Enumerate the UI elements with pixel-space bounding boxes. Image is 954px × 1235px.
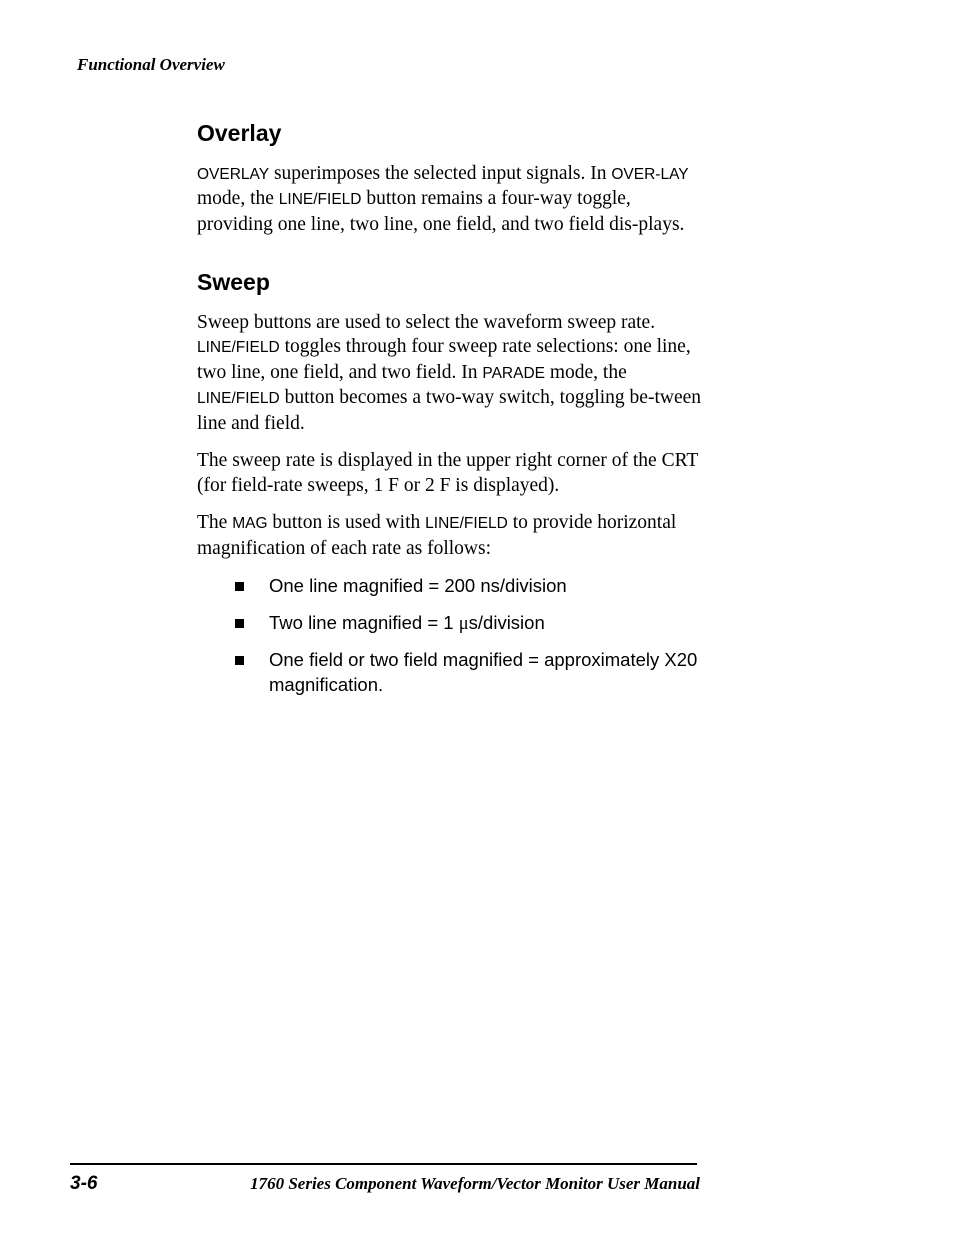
line-field-keyword: LINE/FIELD (197, 390, 280, 408)
sweep-paragraph-3 (197, 511, 707, 561)
text-run: to provide horizontal magnification of each rate as follows: (197, 512, 677, 559)
text-run: superimposes the selected input signals. In (269, 162, 612, 184)
mag-keyword: MAG (232, 515, 268, 533)
mu-symbol: μ (458, 613, 469, 634)
overlay-heading: Overlay (197, 120, 282, 146)
text-run: toggles through four sweep rate selections: one line, two line, one field, and two field. In (197, 336, 691, 383)
running-header: Functional Overview (77, 55, 225, 74)
text-run: s/division (468, 611, 545, 633)
text-run: button is used with (267, 512, 426, 534)
text-run: button becomes a two-way switch, toggling be-tween line and field. (197, 387, 702, 434)
overlay-keyword: OVERLAY (197, 165, 270, 183)
magnification-list (197, 574, 707, 697)
footer-rule (70, 1163, 697, 1165)
sweep-paragraph-1 (197, 311, 707, 437)
text-run: Two line magnified = 1 (269, 611, 459, 633)
list-item-text: One line magnified = 200 ns/division (269, 575, 567, 597)
footer-title: 1760 Series Component Waveform/Vector Monitor User Manual (250, 1174, 700, 1193)
main-content (197, 120, 707, 709)
text-run: mode, the (544, 361, 627, 383)
overlay-paragraph (197, 162, 707, 238)
overlay-keyword: OVER-LAY (611, 165, 689, 183)
text-run: The (197, 512, 233, 534)
list-item (197, 611, 707, 637)
parade-keyword: PARADE (482, 364, 545, 382)
text-run: Sweep buttons are used to select the waveform sweep rate. (197, 311, 656, 333)
square-bullet-icon (235, 619, 244, 628)
text-run: mode, the (197, 188, 279, 210)
sweep-heading: Sweep (197, 269, 270, 296)
square-bullet-icon (235, 582, 244, 591)
text-run: button remains a four-way toggle, providing one line, two line, one field, and two field dis-plays. (197, 188, 685, 235)
line-field-keyword: LINE/FIELD (278, 191, 362, 209)
list-item (197, 574, 707, 599)
page-number: 3-6 (70, 1173, 98, 1194)
square-bullet-icon (235, 656, 244, 665)
list-item-text (269, 612, 545, 633)
sweep-paragraph-2: The sweep rate is displayed in the upper right corner of the CRT (for field-rate sweeps, 1 F or 2 F is displayed). (197, 450, 698, 496)
list-item-text: One field or two field magnified = approximately X20 magnification. (269, 649, 698, 695)
line-field-keyword: LINE/FIELD (425, 515, 508, 533)
line-field-keyword: LINE/FIELD (197, 339, 280, 357)
list-item (197, 648, 707, 697)
